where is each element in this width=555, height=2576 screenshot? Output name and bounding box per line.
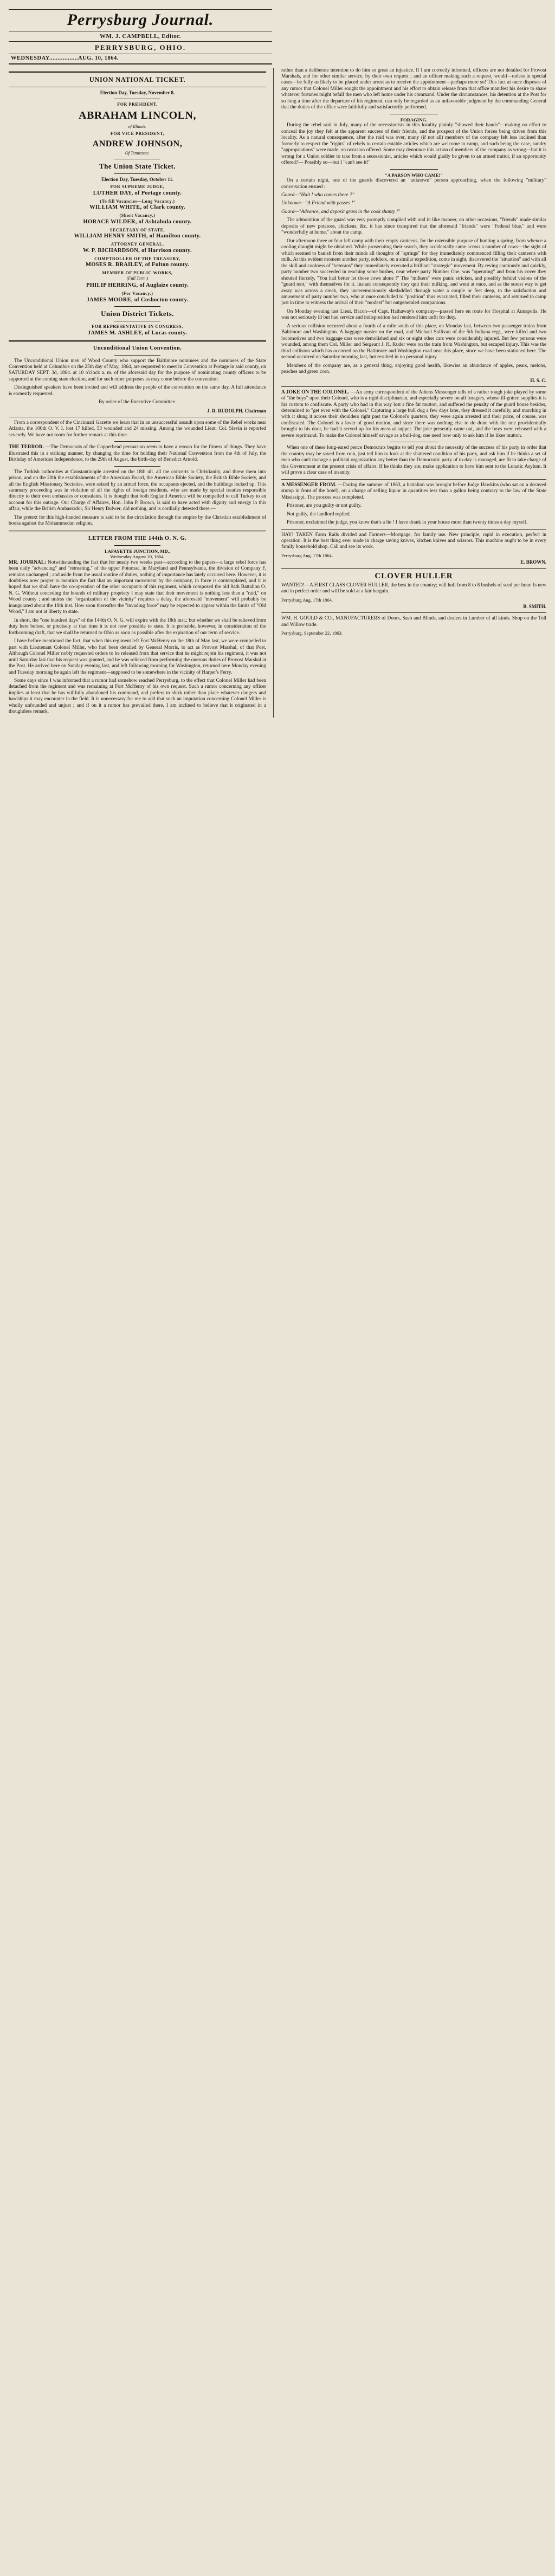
letter-body-4: Some days since I was informed that a rumor had somehow reached Perrysburg, to the effect that Colonel Miller had been detached from the regiment and was remaining at Fort McHenry of his own request. Such a rumor concerning any officer implies at least that he has willfully abandoned his command, and prefers to shirk rather than place whatever dangers and hardships it may encounter in the field. It is unnecessary for me to add that such an imputation concerning Colonel Miller is wholly unfounded and unjust ; and if on it a rumor has prevailed there, I am inclined to believe that it originated in a thoughtless remark, xyxy=(9,678,266,715)
candidate-vice-president: ANDREW JOHNSON, xyxy=(92,139,183,149)
ticket-name-1: WILLIAM WHITE, of Clark county. xyxy=(89,204,185,211)
ad-0-body-2: Prisoner, are you guilty or not guilty. xyxy=(287,503,362,509)
district-ticket-heading: Union District Tickets. xyxy=(101,309,174,318)
national-election-day: Election Day, Tuesday, November 8. xyxy=(100,89,175,95)
colonel-paragraph xyxy=(281,390,546,440)
ticket-role-3: SECRETARY OF STATE, xyxy=(109,227,165,233)
divider-ticket-4 xyxy=(114,173,161,174)
turkish-body: The Turkish authorities at Constantinople arrested on the 18th ult. all the converts to Christianity, and threw them into prison, and on the 20th the establishments of the American Board, the American Bible Society, the British Bible Society, and all the English Missionary Societies, were seized by an armed force, the occupants ejected, and the buildings locked up. This summary proceeding was in violation of all the rights of foreign residents, who are made by special treaties responsible directly to their own embassies or consulates. It is thought that both England America will be compelled to call Turkey to an account for this outrage. Our Charge d' Affaires, Hon. John P. Brown, is said to have acted with dignity and energy in this affair, while the British Ambassador, Sir Henry Bulwer, did nothing, and is cordially detested there.— xyxy=(9,469,266,512)
ad-3-sig: Perrysburg, September 22, 1863. xyxy=(281,630,343,636)
divider-ad-0 xyxy=(281,479,546,480)
masthead-dateline xyxy=(9,54,272,61)
ad-2-sig: Perrysburg Aug. 17th 1864. xyxy=(281,597,333,603)
divider-convention-1 xyxy=(114,355,161,356)
terror-body: —The Democrats of the Copperhead persuasion seem to have a reason for the fitness of things. They have illustrated this in a striking manner, by changing the time for holding their National Convention from the 4th of July, the Birthday of American Independence, to the 29th of August, the birth-day of Benedict Arnold. xyxy=(9,444,267,463)
label-for-president: FOR PRESIDENT, xyxy=(117,101,158,107)
candidate-president: ABRAHAM LINCOLN, xyxy=(79,109,196,122)
letter-final-3: Members of the company are, as a general thing, enjoying good health, likewise an abundance of apples, pears, melons, peaches and green corn. xyxy=(281,363,546,375)
candidate-vice-president-state: Of Tennessee. xyxy=(125,151,150,156)
ticket-role-7: (For Vacancy.) xyxy=(121,290,153,296)
divider-poem xyxy=(390,169,437,170)
letter-closing-2: Our afternoon three or four left camp with their empty canteens, for the ostensible purpose of hunting a spring, from whence a cooling draught might be obtained. While prosecuting their search, they accidentally came across a number of cows—the sight of which seemed to banish from their minds all thoughts of "springs" for they immediately commenced filling their canteens with milk. At this evident moment another party, soldiers, on a similar expedition, come in sight, discovered the "situation" and with all the skill and coolness of "veterans" they immediately executed a brilliant "strategic" movement. By reving cautiously and quickly, party number two succeeded in reaching some bushes, near where party Number One, was "operating" and from his cover they shouted fiercely, "You had better let those cows alone !" The "milkers" were panic stricken, and possibly behind visions of the "guard tent," with themselves for it. Instant consequently they quit their milking, and went at once, and as the surest way to get away was across a creek, they unceremoniously skedaddled through water a couple or feet deep, to the satisfaction and amusement of party number two, who at once concluded to "position" thus evacuated, filled their canteens, and returned to camp just in time to witness the arrival of their "modest" but outgeneraled companions. xyxy=(281,238,546,306)
district-role: FOR REPRESENTATIVE IN CONGRESS, xyxy=(92,324,183,330)
ticket-name-2: HORACE WILDER, of Ashtabula county. xyxy=(83,218,192,225)
colonel-body-2: When one of these long-eared pence Democrats begins to tell you about the necessity of the success of his party in order that the country may be saved from ruin, just tell him to look at the shattered condition of his party, and ask him if he thinks a set of men who can't manage a political organization any better than the Democratic party of to-day is managed, are fit to take charge of this Government at the present crisis of affairs. If he thinks they are, make application to have him sent to the Lunatic Asylum. It will prove a clear case of insanity. xyxy=(281,445,546,476)
divider-terror xyxy=(114,441,161,442)
divider-ticket-5 xyxy=(114,306,161,307)
letter-body-1 xyxy=(9,560,266,616)
divider-ticket-top xyxy=(9,71,266,73)
letter-final-1: On Monday evening last Lieut. Bacon—of Capt. Hathaway's company—passed here en route for Hospital at Annapolis. He was not seriously ill but had service and indisposition had rendered him unfit for duty. xyxy=(281,308,546,321)
masthead-rule-top xyxy=(9,9,272,10)
letter-salutation: MR. JOURNAL: xyxy=(9,559,47,565)
ad-0-head: A MESSENGER FROM. xyxy=(281,482,337,488)
ticket-role-5: COMPTROLLER OF THE TREASURY, xyxy=(94,256,180,261)
ticket-role-1: (To fill Vacancies—Long Vacancy.) xyxy=(100,198,175,204)
dialog-line-0: Guard—"Halt ! who comes there ?" xyxy=(281,192,354,198)
poem-intro: On a certain night, one of the guards discovered an "unknown" person approaching, when the following "military" conversation ensued : xyxy=(281,178,546,190)
ticket-heading: UNION NATIONAL TICKET. xyxy=(89,75,186,83)
ad-0-body-4: Prisoner, exclaimed the judge, you know that's a lie ! I have drank in your house more than twenty times a day myself. xyxy=(287,520,528,526)
ticket-role-0: FOR SUPREME JUDGE, xyxy=(110,184,165,189)
ad-0-paragraph xyxy=(281,482,546,501)
masthead xyxy=(9,9,272,64)
editor-line: WM. J. CAMPBELL, Editor. xyxy=(100,33,182,40)
divider-ad-1 xyxy=(281,529,546,530)
turkish-pretext: The pretext for this high-handed measure is said to be the circulation through the empire by the Christian establishment of books against the Mohammedan religion. xyxy=(9,514,266,527)
divider-letter-top xyxy=(9,531,266,532)
dialog-line-2: Guard—"Advance, and deposit grass in the cook shanty !" xyxy=(281,209,401,215)
ad-1-body: HAY! TAKEN Farm Rails divided and Farmers—Mortgage, for family use. New principle, rapid in execution, perfect in operation. It is the best thing ever made in charge saving knives, kitchen knives and scissors. This machine ought to be in every family household shop. Call and see its work. xyxy=(281,532,546,550)
ad-3-body: WM. H. GOULD & CO., MANUFACTURERS of Doors, Sash and Blinds, and dealers in Lumber of all kinds. Shop on the Toll and Willow trade. xyxy=(281,616,546,628)
candidate-president-state: of Illinois. xyxy=(128,124,147,129)
publication-place: PERRYSBURG, OHIO. xyxy=(94,43,186,51)
divider-ad-3 xyxy=(281,612,546,613)
letter-signature: H. S. C. xyxy=(530,377,546,383)
ticket-role-4: ATTORNEY GENERAL, xyxy=(111,242,164,247)
letter-body-2: In short, the "one hundred days" of the 144th O. N. G. will expire with the 18th inst.; but whether we shall be relieved from duty here before, or precisely at that time it is not now possible to state. It is probable, however, in consideration of the forthcoming draft, that we shall be returned to Ohio as soon as possible after the expiration of our term of service. xyxy=(9,617,266,636)
foraging-heading: FORAGING. xyxy=(400,117,428,122)
ticket-name-6: PHILIP HERRING, of Auglaize county. xyxy=(86,282,189,288)
ad-1-sig-2: E. BROWN. xyxy=(520,559,546,565)
divider-convention-top xyxy=(9,340,266,342)
cincinnati-lead: From a correspondent of the Cincinnati Gazette we learn that in an unsuccessful assault upon some of the Rebel works near Atlanta, the 100th O. V. I. lost 17 killed, 53 wounded and 24 missing. Among the wounded Lieut. Col. Slevin is reported severely. We have not room for further remark at this time. xyxy=(9,419,266,438)
divider-colonel xyxy=(281,386,546,387)
masthead-rule-mid2 xyxy=(9,41,272,42)
label-for-vice-president: FOR VICE PRESIDENT, xyxy=(110,131,165,136)
colonel-head: A JOKE ON THE COLONEL. xyxy=(281,389,350,395)
letter-dateline-2: Wednesday August 10, 1864. xyxy=(110,554,165,560)
letter-body-5: rather than a deliberate intention to do him so great an injustice. If I am correctly informed, officers are not detailed for Provost Marshals, and for other similar service, by their own request ; and an officer making such a request, would—unless in special cases—be fully as likely to be placed under arrest as to receive the appointment—perhaps more so! This fact at once disposes of any rumor that Colonel Miller sought the appointment and his effort to obtain release from that office manifest his desire to share whatever fortunes might befall the men who left home under his command. Under the circumstances, his detention at the Post for so long a time after the departure of his regiment, can only be regarded as an unfavorable judgment by the commanding General that the duties of the office were faithfully and satisfactorily performed. xyxy=(281,67,546,111)
letter-dateline-1: LAFAYETTE JUNCTION, MD., xyxy=(104,548,171,554)
ticket-name-5: MOSES R. BRAILEY, of Fulton county. xyxy=(86,262,189,268)
ticket-role-2: (Short Vacancy.) xyxy=(119,213,156,218)
columns-container xyxy=(9,68,546,718)
state-election-day: Election Day, Tuesday, October 11. xyxy=(101,176,174,182)
convention-signature: J. R. RUDOLPH, Chairman xyxy=(206,408,266,414)
letter-body-3: I have before mentioned the fact, that when this regiment left Fort McHenry on the 18th of May last, we were compelled to part with Lieutenant Colonel Miller, who had been detailed by General Morris, to act as Provost Marshal, of that Post. Although Colonel Miller nobly requested orders to be released from that service that he might rejoin his regiment, it was not until Saturday last that his request was granted, and he was relieved from performing the onerous duties of Provost Marshal at the Post. He arrived here on Sunday evening last, and left following morning for Washington, returned here Monday evening and Tuesday morning he again left the regiment—supposed to be somewhere in the vicinity of Harper's Ferry. xyxy=(9,638,266,675)
divider-turkish xyxy=(114,466,161,467)
poem-heading: "A PARSON WHO CAME!" xyxy=(384,172,443,178)
convention-body-1: The Unconditional Union men of Wood County who support the Baltimore nominees and the nominees of the State Convention held at Columbus on the 25th day of May, 1864, are requested to meet in Convention at Portage in said county, on SATURDAY SEPT. 3d, 1864. at 10 o'clock a. m. of the aforesaid day for the purpose of nominating county officers to be supported at the coming state election, and for such other purposes as may come before the convention. xyxy=(9,358,266,382)
letter-final-2: A serious collision occurred about a fourth of a mile south of this place, on Monday last, between two passenger trains from Baltimore and Washington. A baggage master on the road, and Michael Sullivan of the 5th Indiana regt., were killed and two locomotives and two baggage cars were demolished and six or eight other cars were considerably injured. But few persons were wounded, among them Col. Miller and Sergeant J. H. Kuder were on the train from Washington, but escaped injury. This was the third collision which has occurred on the Baltimore and Washington road near this place, since we have been stationed here. The second occurred on Saturday morning last, but resulted in no personal injury. xyxy=(281,323,546,360)
convention-heading: Unconditional Union Convention. xyxy=(93,345,182,351)
state-ticket-heading: The Union State Ticket. xyxy=(99,162,176,171)
ticket-role-6: MEMBER OF PUBLIC WORKS, xyxy=(102,270,173,276)
letter-closing-1: The admonition of the guard was very promptly complied with and in like manner, on other occasions, "friends" made similar deposits of new potatoes, chickens, &c. it has since transpired that the aforesaid "friends" were "Federal blue," and were "wonderfully at home," about the camp. xyxy=(281,217,546,236)
convention-order: By order of the Executive Committee. xyxy=(98,399,177,405)
ad-1-sig: Perrysburg Aug. 17th 1864. xyxy=(281,552,333,558)
ticket-name-3: WILLIAM HENRY SMITH, of Hamilton county. xyxy=(74,233,201,240)
divider-ad-2 xyxy=(281,568,546,569)
ad-2-head: CLOVER HULLER xyxy=(375,572,453,581)
dialog-line-1: Unknown—"A Friend with passes !" xyxy=(281,201,356,206)
terror-head: THE TERROR. xyxy=(9,444,44,450)
letter-heading: LETTER FROM THE 144th O. N. G. xyxy=(88,535,187,541)
column-left xyxy=(9,68,274,718)
ticket-name-4: W. P. RICHARDSON, of Harrison county. xyxy=(83,247,192,254)
divider-letter-1 xyxy=(114,545,161,546)
issue-date: WEDNESDAY.................AUG. 10, 1864. xyxy=(11,55,119,61)
letter-body-1-text: Notwithstanding the fact that for nearly two weeks past—according to the papers—a large rebel force has been daily "advancing" and "retreating," of the upper Potomac, in Maryland and Pennsylvania, the division of Company F, remains unchanged ; and aside from the usual routine of duties, nothing of importance has lately occurred here. However, it is doubtless now proper to mention the fact that an important movement by the company, in force is contemplated, and it is hoped that we shall have the co-operation of the other occupants of this regiment, which composed the old 84th Battalion O. N. G. Without conceding the bounds of military propriety I may state that their movement is nothing less than a "raid," on Wood county ; and unless the "organization of the vicinity" requires a delay, the aforesaid "movement" will probably be inaugurated about the 18th inst. How soon thereafter the "invading force" may be expected to appear within the limits of "Old Wood," I am not at liberty to state. xyxy=(9,559,266,615)
ticket-note-6: (Full Term.) xyxy=(126,275,149,281)
district-candidate: JAMES M. ASHLEY, of Lucas county. xyxy=(87,330,188,336)
column-right xyxy=(281,68,546,636)
terror-paragraph xyxy=(9,444,266,463)
ticket-name-0: LUTHER DAY, of Portage county. xyxy=(93,190,182,196)
ad-0-body-3: Not guilty, the landlord replied. xyxy=(287,511,351,517)
colonel-body: —An army correspondent of the Athens Messenger tells of a rather rough joke played by some of "the boys" upon their Colonel, who is a rigid disciplinarian, and especially severe on all foragers, whose ill-gotten supplies it is his custom to confiscate. A party who had in this way lost a fine fat mutton, and suffered the penalty of the guard house besides, determined to "get even with the Colonel." Capturing a large bull dog a few days later, they dressed it carefully, and marching in with it slung it across their shoulders right past the Colonel's quarters, they were again arrested and their prize, of course, was confiscated. The Colonel is a lover of good mutton, and since there was nothing else to do done with the one providentially brought to his door, he had it served up for his mess at supper. The joke presently came out, and the boys were released with a severe reprimand. To make the Colonel himself savage as a bull-dog, one need now only to ask him if he likes mutton. xyxy=(281,389,546,438)
ad-2-body: WANTED!—A FIRST CLASS CLOVER HULLER, the best in the country; will hull from 8 to 8 bushels of seed per hour. Is new and in perfect order and will be sold at a fair bargain. xyxy=(281,582,546,595)
convention-body-2: Distinguished speakers have been invited and will address the people of the convention on the same day. A full attendance is earnestly requested. xyxy=(9,385,266,397)
newspaper-title: Perrysburg Journal. xyxy=(67,11,214,29)
ad-0-body: —During the summer of 1863, a battalion was brought before Judge Hawkins (who sat on a decayed stump in front of the hotel), on a charge of selling liquor in quantities less than a gallon being contrary to the law of the State Mississippi. The process was completed. xyxy=(281,482,546,500)
foraging-body: During the rebel raid in July, many of the secessionists in this locality plainly "showed their hands"—making no effort to conceal the joy they felt at the apparent success of their friends, and the prospect of the Union forces being driven from this locality. As a natural consequence, after the raid was over, many (if not all) members of the company felt less inclined than formerly to respect the "rights" of rebels to certain eatable articles which are welcome in camp, and such being the case, sundry "appropriations" were made, on occasion offered. Some may denounce this action of members of the company as wrong—but it is wrong for a Union soldier to take from a secessionist, articles which would gladly be given to an armed traitor, if an opportunity offered?— Possibly so—but I "can't see it!" xyxy=(281,122,546,166)
ad-2-sig-2: B. SMITH. xyxy=(523,604,546,610)
ticket-name-7: JAMES MOORE, of Coshocton county. xyxy=(86,296,189,303)
